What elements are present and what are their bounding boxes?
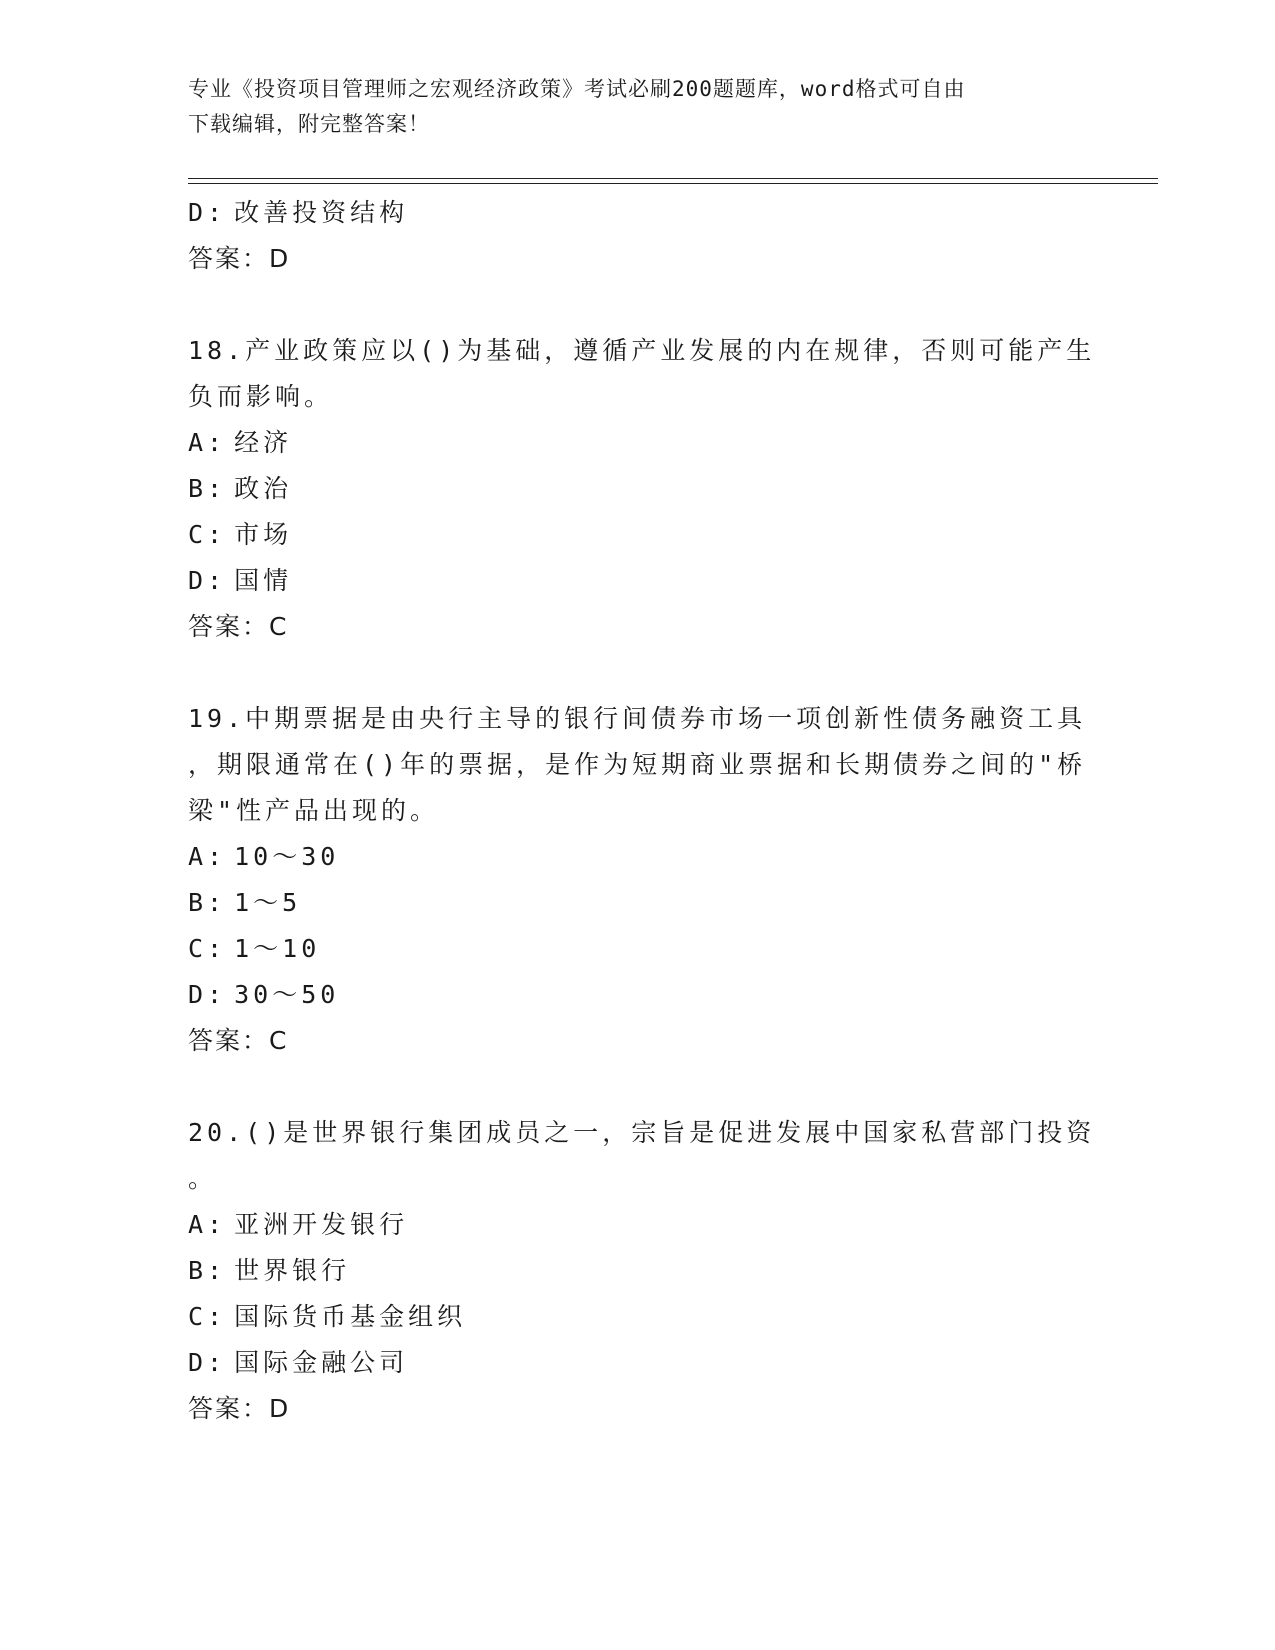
question-text-line: 。: [188, 1164, 218, 1193]
option-a: [188, 1202, 1088, 1248]
option-label: B:: [188, 1256, 227, 1285]
option-d: [188, 1340, 1088, 1386]
option-b: [188, 466, 1088, 512]
option-text: 10～30: [234, 842, 340, 871]
option-text: 30～50: [234, 980, 340, 1009]
header-line-1: 专业《投资项目管理师之宏观经济政策》考试必刷200题题库，word格式可自由: [188, 77, 966, 101]
header-line-2: 下载编辑，附完整答案！: [188, 112, 430, 136]
option-label: A:: [188, 428, 227, 457]
question-text-line: 19.中期票据是由央行主导的银行间债券市场一项创新性债务融资工具: [188, 704, 1087, 733]
option-label: A:: [188, 842, 227, 871]
option-a: [188, 420, 1088, 466]
question-18: [188, 328, 1096, 650]
option-label: D:: [188, 980, 227, 1009]
answer-line: 答案：C: [188, 612, 289, 641]
option-label: A:: [188, 1210, 227, 1239]
question-19: [188, 696, 1088, 1064]
answer-line: 答案：D: [188, 244, 291, 273]
option-c: [188, 926, 1088, 972]
option-text: 1～10: [234, 934, 321, 963]
spacer: [188, 1064, 1088, 1110]
option-label: C:: [188, 1302, 227, 1331]
option-d: [188, 972, 1088, 1018]
option-text: 世界银行: [234, 1256, 351, 1285]
option-text: 国际货币基金组织: [234, 1302, 467, 1331]
option-text: 改善投资结构: [234, 198, 409, 227]
option-label: D:: [188, 566, 227, 595]
document-header: [188, 72, 1068, 142]
answer-line: 答案：C: [188, 1026, 289, 1055]
option-b: [188, 880, 1088, 926]
option-text: 政治: [234, 474, 293, 503]
option-text: 1～5: [234, 888, 302, 917]
question-text-line: 梁"性产品出现的。: [188, 796, 440, 825]
question-text-line: 负而影响。: [188, 382, 334, 411]
option-label: C:: [188, 520, 227, 549]
option-text: 亚洲开发银行: [234, 1210, 409, 1239]
option-d: [188, 190, 1088, 236]
spacer: [188, 650, 1088, 696]
option-d: [188, 558, 1088, 604]
spacer: [188, 282, 1088, 328]
header-divider-top: [188, 178, 1158, 179]
option-label: B:: [188, 888, 227, 917]
option-label: B:: [188, 474, 227, 503]
option-label: D:: [188, 198, 227, 227]
option-text: 国际金融公司: [234, 1348, 409, 1377]
question-20: [188, 1110, 1096, 1432]
option-b: [188, 1248, 1088, 1294]
option-label: D:: [188, 1348, 227, 1377]
option-c: [188, 512, 1088, 558]
question-text-line: 18.产业政策应以()为基础，遵循产业发展的内在规律，否则可能产生: [188, 336, 1096, 365]
answer-line: 答案：D: [188, 1394, 291, 1423]
option-text: 市场: [234, 520, 293, 549]
option-a: [188, 834, 1088, 880]
question-text-line: ，期限通常在()年的票据，是作为短期商业票据和长期债券之间的"桥: [188, 750, 1087, 779]
document-body: [188, 190, 1096, 1432]
header-divider-bottom: [188, 183, 1158, 184]
option-text: 经济: [234, 428, 293, 457]
question-text-line: 20.()是世界银行集团成员之一，宗旨是促进发展中国家私营部门投资: [188, 1118, 1096, 1147]
option-label: C:: [188, 934, 227, 963]
option-c: [188, 1294, 1088, 1340]
option-text: 国情: [234, 566, 293, 595]
